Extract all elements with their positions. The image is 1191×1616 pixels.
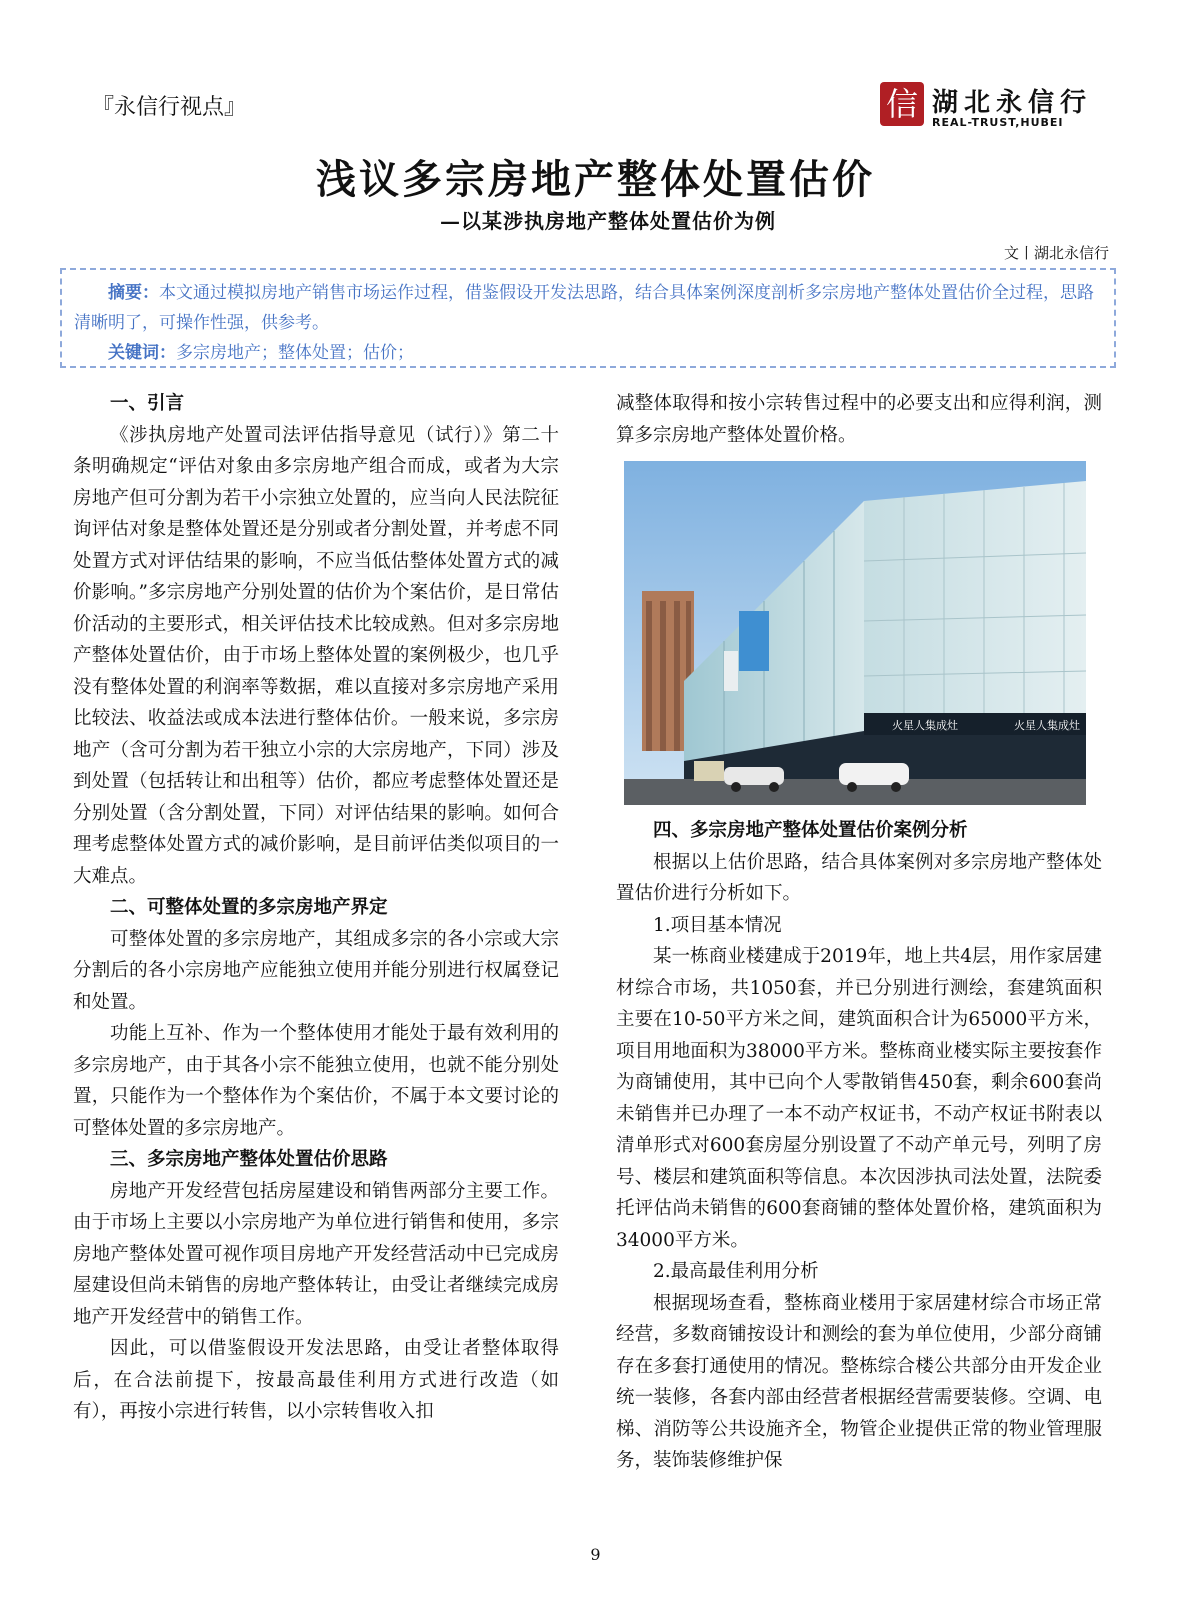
paragraph: 功能上互补、作为一个整体使用才能处于最有效利用的多宗房地产，由于其各小宗不能独立使用，也就不能分别处置，只能作为一个整体作为个案估价，不属于本文要讨论的可整体处置的多宗房地产。 [73, 1023, 559, 1139]
article-author: 文丨湖北永信行 [1003, 244, 1109, 262]
building-photo [624, 461, 1086, 805]
paragraph: 根据以上估价思路，结合具体案例对多宗房地产整体处置估价进行分析如下。 [616, 851, 1102, 904]
article-subtitle: —以某涉执房地产整体处置估价为例 [440, 209, 776, 233]
left-column [73, 388, 559, 1428]
keywords-text: 多宗房地产；整体处置；估价； [176, 343, 414, 363]
abstract-box [60, 268, 1116, 368]
keywords [74, 338, 1104, 368]
keywords-label: 关键词： [108, 343, 176, 363]
storefront-sign-1: 火星人集成灶 [892, 719, 958, 732]
abstract [74, 278, 1104, 338]
paragraph: 可整体处置的多宗房地产，其组成多宗的各小宗或大宗分割后的各小宗房地产应能独立使用并能分别进行权属登记和处置。 [73, 928, 559, 1013]
right-column [616, 388, 1102, 1477]
logo-name-cn: 湖北永信行 [932, 88, 1093, 118]
logo-seal-icon: 信 [880, 82, 924, 126]
brand-logo [880, 82, 1110, 130]
paragraph: 《涉执房地产处置司法评估指导意见（试行）》第二十条明确规定“评估对象由多宗房地产组合而成，或者为大宗房地产但可分割为若干小宗独立处置的，应当向人民法院征询评估对象是整体处置还是分别或者分割处置，并考虑不同处置方式对评估结果的影响，不应当低估整体处置方式的减价影响。”多宗房地产分别处置的估价为个案估价，是日常估价活动的主要形式，相关评估技术比较成熟。但对多宗房地产整体处置估价，由于市场上整体处置的案例极少，也几乎没有整体处置的利润率等数据，难以直接对多宗房地产采用比较法、收益法或成本法进行整体估价。一般来说，多宗房地产（含可分割为若干独立小宗的大宗房地产，下同）涉及到处置（包括转让和出租等）估价，都应考虑整体处置还是分别处置（含分割处置，下同）对评估结果的影响。如何合理考虑整体处置方式的减价影响，是目前评估类似项目的一大难点。 [73, 424, 559, 887]
paragraph: 减整体取得和按小宗转售过程中的必要支出和应得利润，测算多宗房地产整体处置价格。 [616, 393, 1102, 446]
building-photo-illustration [624, 461, 1086, 805]
logo-name-en: REAL-TRUST,HUBEI [932, 116, 1064, 129]
abstract-label: 摘要： [108, 283, 159, 303]
section-heading-3: 三、多宗房地产整体处置估价思路 [110, 1149, 388, 1170]
abstract-text: 本文通过模拟房地产销售市场运作过程，借鉴假设开发法思路，结合具体案例深度剖析多宗房地产整体处置估价全过程，思路清晰明了，可操作性强，供参考。 [74, 283, 1094, 333]
paragraph: 某一栋商业楼建成于2019年，地上共4层，用作家居建材综合市场，共1050套，并已分别进行测绘，套建筑面积主要在10-50平方米之间，建筑面积合计为65000平方米，项目用地面积为38000平方米。整栋商业楼实际主要按套作为商铺使用，其中已向个人零散销售450套，剩余600套尚未销售并已办理了一本不动产权证书，不动产权证书附表以清单形式对600套房屋分别设置了不动产单元号，列明了房号、楼层和建筑面积等信息。本次因涉执司法处置，法院委托评估尚未销售的600套商铺的整体处置价格，建筑面积为34000平方米。 [616, 946, 1102, 1251]
page-number: 9 [590, 1545, 601, 1564]
paragraph: 因此，可以借鉴假设开发法思路，由受让者整体取得后，在合法前提下，按最高最佳利用方式进行改造（如有），再按小宗进行转售，以小宗转售收入扣 [73, 1338, 559, 1422]
subsection-heading-1: 1.项目基本情况 [653, 914, 782, 936]
paragraph: 房地产开发经营包括房屋建设和销售两部分主要工作。由于市场上主要以小宗房地产为单位进行销售和使用，多宗房地产整体处置可视作项目房地产开发经营活动中已完成房屋建设但尚未销售的房地产整体转让，由受让者继续完成房地产开发经营中的销售工作。 [73, 1180, 559, 1328]
column-tag: 『永信行视点』 [92, 95, 247, 120]
paragraph: 根据现场查看，整栋商业楼用于家居建材综合市场正常经营，多数商铺按设计和测绘的套为单位使用，少部分商铺存在多套打通使用的情况。整栋综合楼公共部分由开发企业统一装修，各套内部由经营者根据经营需要装修。空调、电梯、消防等公共设施齐全，物管企业提供正常的物业管理服务，装饰装修维护保 [616, 1292, 1102, 1471]
storefront-sign-2: 火星人集成灶 [1014, 719, 1080, 732]
subsection-heading-2: 2.最高最佳利用分析 [653, 1261, 819, 1282]
section-heading-4: 四、多宗房地产整体处置估价案例分析 [653, 820, 968, 841]
article-title: 浅议多宗房地产整体处置估价 [316, 156, 875, 203]
section-heading-2: 二、可整体处置的多宗房地产界定 [110, 897, 388, 918]
section-heading-1: 一、引言 [110, 393, 185, 414]
